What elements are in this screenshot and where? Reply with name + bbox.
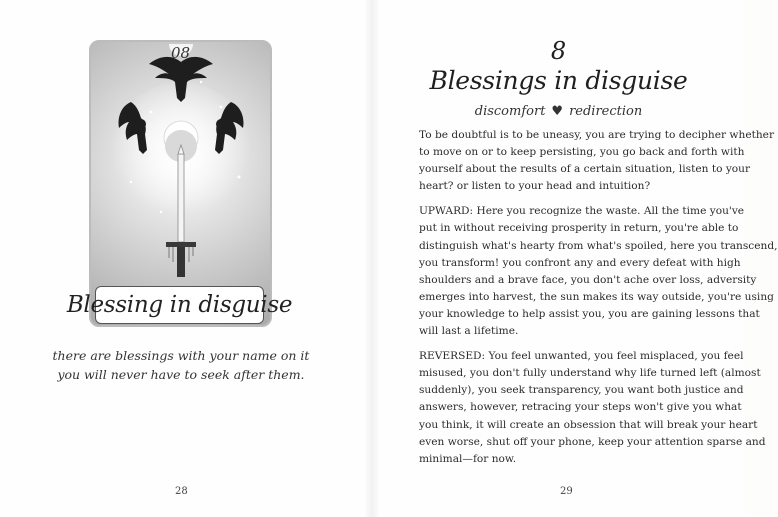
text-line: UPWARD: Here you recognize the waste. All the time you've <box>419 205 745 218</box>
text-line: emerges into harvest, the sun makes its way outside, you're using <box>419 290 774 303</box>
text-line: To be doubtful is to be uneasy, you are trying to decipher whether <box>419 129 775 141</box>
text-line: misused, you don't fully understand why life turned left (almost <box>419 367 761 380</box>
text-line: heart? or listen to your head and intuition? <box>419 180 651 193</box>
card-title-box <box>66 286 293 324</box>
text-line: minimal—for now. <box>419 452 517 465</box>
text-line: will last a lifetime. <box>419 325 519 338</box>
text-line: even worse, shut off your phone, keep your attention sparse and <box>419 435 766 448</box>
page-number-left: 28 <box>175 486 188 497</box>
keyword-right: redirection <box>569 104 643 119</box>
caption-line: you will never have to seek after them. <box>57 367 305 382</box>
text-line: REVERSED: You feel unwanted, you feel misplaced, you feel <box>419 350 744 363</box>
paragraph-upward <box>419 203 778 340</box>
left-page <box>0 0 372 517</box>
text-line: you transform! you confront any and every defeat with high <box>419 256 741 269</box>
keyword-left: discomfort <box>474 104 546 119</box>
text-line: to move on or to keep persisting, you go back and forth with <box>419 146 745 159</box>
card-illustration <box>91 42 270 292</box>
tarot-card <box>66 40 293 327</box>
keywords <box>372 104 745 119</box>
text-line: you think, it will create an obsession that will break your heart <box>419 418 758 431</box>
text-line: yourself about the results of a certain situation, listen to your <box>419 163 751 176</box>
body-text <box>419 127 778 476</box>
page-number-right: 29 <box>560 486 573 497</box>
text-line: distinguish what's hearty from what's spoiled, here you transcend, <box>419 239 778 252</box>
book-gutter <box>364 0 380 517</box>
card-title: Blessing in disguise <box>66 292 293 318</box>
chapter-number: 8 <box>550 37 567 65</box>
caption-line: there are blessings with your name on it <box>52 348 310 363</box>
card-caption <box>40 346 322 384</box>
text-line: shoulders and a brave face, you don't ache over loss, adversity <box>419 273 757 286</box>
text-line: answers, however, retracing your steps won't give you what <box>419 401 742 414</box>
text-line: your knowledge to help assist you, you are gaining lessons that <box>419 307 760 320</box>
paragraph-intro <box>419 127 775 195</box>
text-line: put in without receiving prosperity in return, you're able to <box>419 222 739 235</box>
card-number: 08 <box>170 44 191 62</box>
right-page <box>372 0 778 517</box>
heart-icon: ♥ <box>551 104 564 119</box>
chapter-title: Blessings in disguise <box>429 66 688 95</box>
paragraph-reversed <box>419 348 766 468</box>
text-line: suddenly), you seek transparency, you want both justice and <box>419 384 744 397</box>
